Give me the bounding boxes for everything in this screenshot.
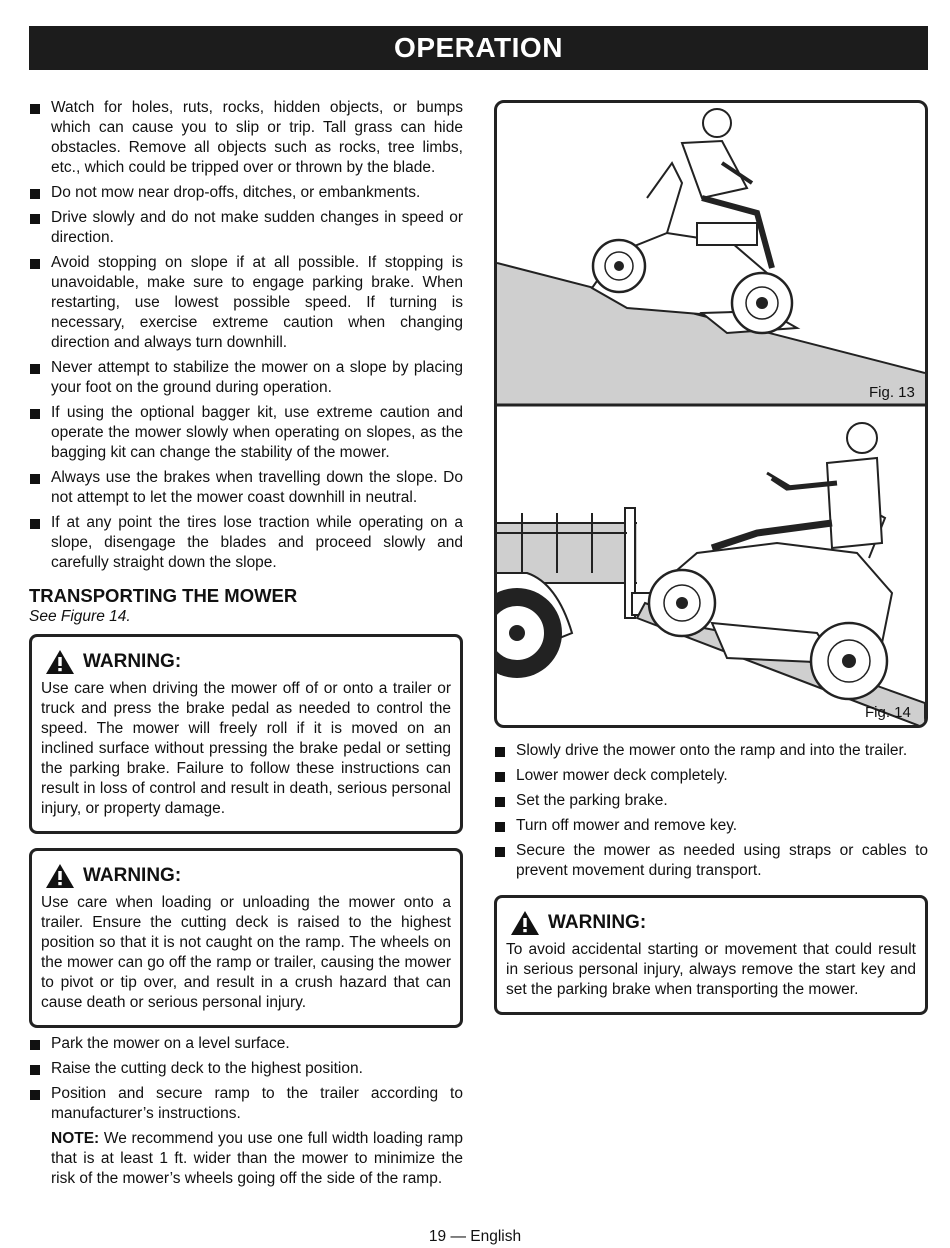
right-column — [494, 741, 928, 1015]
list-item: Set the parking brake. — [494, 791, 928, 811]
list-item: Do not mow near drop-offs, ditches, or embankments. — [29, 183, 463, 203]
list-item: Secure the mower as needed using straps or cables to prevent movement during transport. — [494, 841, 928, 881]
driver-torso — [827, 458, 882, 548]
list-item: Park the mower on a level surface. — [29, 1034, 463, 1054]
warning-box-transport — [494, 895, 928, 1015]
warning-heading: WARNING: — [45, 863, 451, 889]
list-item: Watch for holes, ruts, rocks, hidden objects, or bumps which can cause you to slip or trip. Tall grass can hide obstacles. Remove all objects such as rocks, tree limbs, etc., which could be tripped over or thrown by the blade. — [29, 98, 463, 178]
list-item: Avoid stopping on slope if at all possible. If stopping is unavoidable, make sure to engage parking brake. When restarting, use lowest possible speed. If turning is necessary, exercise extreme caution when changing direction and always turn downhill. — [29, 253, 463, 353]
warning-box-loading — [29, 848, 463, 1028]
loading-steps-list — [494, 741, 928, 881]
warning-text: To avoid accidental starting or movement that could result in serious personal injury, always remove the start key and set the parking brake when transporting the mower. — [506, 941, 916, 998]
list-item: If using the optional bagger kit, use extreme caution and operate the mower slowly when operating on slopes, as the bagging kit can change the stability of the mower. — [29, 403, 463, 463]
driver-head — [703, 109, 731, 137]
warning-triangle-icon — [45, 649, 75, 675]
warning-heading: WARNING: — [45, 649, 451, 675]
figure-frame — [494, 100, 928, 728]
warning-triangle-icon — [510, 910, 540, 936]
warning-heading: WARNING: — [510, 910, 916, 936]
list-item: Turn off mower and remove key. — [494, 816, 928, 836]
page-footer: 19 — English — [428, 1228, 522, 1245]
list-item: Raise the cutting deck to the highest position. — [29, 1059, 463, 1079]
figure-caption-14: Fig. 14 — [865, 704, 911, 721]
section-title: TRANSPORTING THE MOWER — [29, 585, 298, 606]
list-item: Lower mower deck completely. — [494, 766, 928, 786]
transport-steps-list — [29, 1034, 463, 1124]
mower-seat — [647, 163, 682, 233]
note-paragraph: NOTE: We recommend you use one full width loading ramp that is at least 1 ft. wider than the mower to minimize the risk of the mower’s wheels going off the side of the ramp. — [51, 1130, 463, 1187]
warning-text: Use care when loading or unloading the mower onto a trailer. Ensure the cutting deck is raised to the highest position so that it is not caught on the ramp. The wheels on the mower can go off the ramp or trailer, causing the mower to pivot or tip over, and result in a crush hazard that can cause death or serious personal injury. — [41, 894, 451, 1011]
slope-safety-list — [29, 98, 463, 573]
fig13-illustration — [497, 109, 925, 405]
see-figure-ref: See Figure 14. — [29, 608, 131, 625]
mower-illustrations — [497, 103, 925, 725]
list-item: If at any point the tires lose traction while operating on a slope, disengage the blades and proceed slowly and carefully straight down the slope. — [29, 513, 463, 573]
list-item: Position and secure ramp to the trailer according to manufacturer’s instructions. — [29, 1084, 463, 1124]
list-item: Slowly drive the mower onto the ramp and into the trailer. — [494, 741, 928, 761]
warning-box-trailer-driving — [29, 634, 463, 834]
warning-text: Use care when driving the mower off of or onto a trailer or truck and press the brake pedal as needed to control the speed. The mower will freely roll if it is moved on an inclined surface without pressing the brake pedal or setting the parking brake. Failure to follow these instructions can result in loss of control and result in death, serious personal injury, or property damage. — [41, 680, 451, 817]
left-column — [29, 98, 463, 1189]
list-item: Always use the brakes when travelling down the slope. Do not attempt to let the mower coast downhill in neutral. — [29, 468, 463, 508]
driver-head — [847, 423, 877, 453]
driver-torso — [682, 141, 747, 198]
page-header: OPERATION — [29, 26, 928, 70]
list-item: Drive slowly and do not make sudden changes in speed or direction. — [29, 208, 463, 248]
note-label: NOTE: — [51, 1130, 100, 1147]
fig14-illustration — [497, 423, 925, 725]
warning-triangle-icon — [45, 863, 75, 889]
figure-caption-13: Fig. 13 — [869, 384, 915, 401]
list-item: Never attempt to stabilize the mower on a slope by placing your foot on the ground during operation. — [29, 358, 463, 398]
